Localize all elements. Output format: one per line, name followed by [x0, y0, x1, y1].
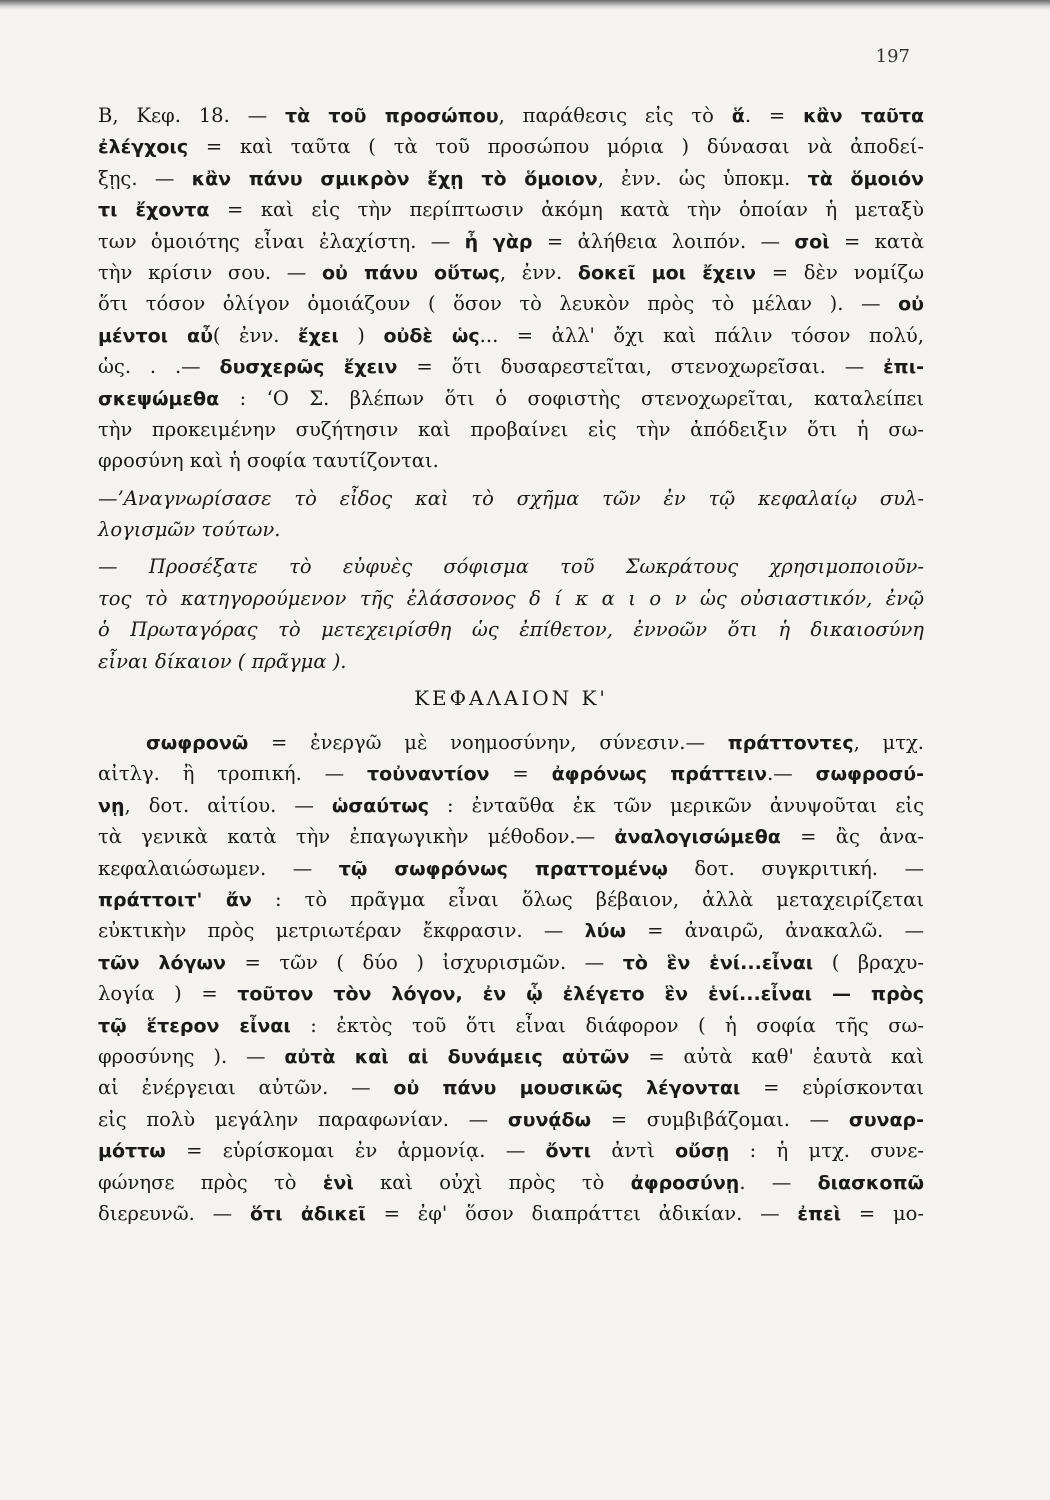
- chapter-heading: ΚΕΦΑΛΑΙΟΝ Κ': [414, 686, 608, 711]
- text-line: αἰτλγ. ἢ τροπική. — τοὐναντίον = ἀφρόνως πράττειν.— σωφροσύ-: [98, 762, 924, 786]
- text-line: λογισμῶν τούτων.: [98, 518, 281, 542]
- text-line: Β, Κεφ. 18. — τὰ τοῦ προσώπου, παράθεσις εἰς τὸ ἅ. = κἂν ταῦτα: [98, 104, 925, 127]
- text-line: — Προσέξατε τὸ εὐφυὲς σόφισμα τοῦ Σωκράτους χρησιμοποιοῦν-: [98, 555, 924, 579]
- text-line: ξῃς. — κἂν πάνυ σμικρὸν ἔχῃ τὸ ὅμοιον, ἐνν. ὡς ὑποκμ. τὰ ὅμοιόν: [98, 166, 924, 190]
- text-line: τὴν κρίσιν σου. — οὐ πάνυ οὕτως, ἐνν. δοκεῖ μοι ἔχειν = δὲν νομίζω: [98, 260, 924, 284]
- text-line: μέντοι αὖ( ἐνν. ἔχει ) οὐδὲ ὡς... = ἀλλ' ὄχι καὶ πάλιν τόσον πολύ,: [98, 323, 924, 347]
- text-line: ὅτι τόσον ὀλίγον ὁμοιάζουν ( ὅσον τὸ λευκὸν πρὸς τὸ μέλαν ). — οὐ: [98, 292, 924, 316]
- page-body: [98, 100, 924, 1229]
- text-line: τῷ ἕτερον εἶναι : ἐκτὸς τοῦ ὅτι εἶναι διάφορον ( ἡ σοφία τῆς σω-: [98, 1013, 924, 1037]
- text-line: λογία ) = τοῦτον τὸν λόγον, ἐν ᾧ ἐλέγετο ἓν ἑνί...εἶναι — πρὸς: [98, 982, 924, 1006]
- text-line: σωφρονῶ = ἐνεργῶ μὲ νοημοσύνην, σύνεσιν.— πράττοντες, μτχ.: [146, 731, 924, 755]
- text-line: τὴν προκειμένην συζήτησιν καὶ προβαίνει εἰς τὴν ἀπόδειξιν ὅτι ἡ σω-: [98, 417, 924, 441]
- text-line: ἐλέγχοις = καὶ ταῦτα ( τὰ τοῦ προσώπου μόρια ) δύνασαι νὰ ἀποδεί-: [98, 135, 924, 159]
- scan-top-edge: [0, 0, 1050, 10]
- text-line: φώνησε πρὸς τὸ ἑνὶ καὶ οὐχὶ πρὸς τὸ ἀφροσύνῃ. — διασκοπῶ: [98, 1170, 924, 1194]
- text-line: των ὁμοιότης εἶναι ἐλαχίστη. — ἦ γὰρ = ἀλήθεια λοιπόν. — σοὶ = κατὰ: [98, 229, 924, 253]
- text-line: σκεψώμεθα : ‘Ο Σ. βλέπων ὅτι ὁ σοφιστὴς στενοχωρεῖται, καταλείπει: [98, 386, 924, 410]
- text-line: ὡς. . .— δυσχερῶς ἔχειν = ὅτι δυσαρεστεῖται, στενοχωρεῖσαι. — ἐπι-: [98, 355, 924, 379]
- text-line: διερευνῶ. — ὅτι ἀδικεῖ = ἐφ' ὅσον διαπράττει ἀδικίαν. — ἐπεὶ = μο-: [98, 1201, 924, 1225]
- text-line: τῶν λόγων = τῶν ( δύο ) ἰσχυρισμῶν. — τὸ ἓν ἑνί...εἶναι ( βραχυ-: [98, 950, 924, 974]
- text-line: —’Αναγνωρίσασε τὸ εἶδος καὶ τὸ σχῆμα τῶν ἐν τῷ κεφαλαίῳ συλ-: [98, 486, 924, 510]
- text-line: τι ἔχοντα = καὶ εἰς τὴν περίπτωσιν ἀκόμη κατὰ τὴν ὁποίαν ἡ μεταξὺ: [98, 198, 924, 222]
- text-line: αἱ ἐνέργειαι αὐτῶν. — οὐ πάνυ μουσικῶς λέγονται = εὑρίσκονται: [98, 1076, 924, 1100]
- text-line: μόττω = εὑρίσκομαι ἐν ἁρμονίᾳ. — ὄντι ἀντὶ οὔσῃ : ἡ μτχ. συνε-: [98, 1139, 925, 1163]
- text-line: ὁ Πρωταγόρας τὸ μετεχειρίσθη ὡς ἐπίθετον, ἐννοῶν ὅτι ἡ δικαιοσύνη: [98, 618, 924, 642]
- text-line: φροσύνης ). — αὐτὰ καὶ αἱ δυνάμεις αὐτῶν = αὐτὰ καθ' ἑαυτὰ καὶ: [98, 1044, 924, 1068]
- text-line: τὰ γενικὰ κατὰ τὴν ἐπαγωγικὴν μέθοδον.— ἀναλογισώμεθα = ἂς ἀνα-: [98, 825, 924, 849]
- text-line: εἰς πολὺ μεγάλην παραφωνίαν. — συνᾴδω = συμβιβάζομαι. — συναρ-: [98, 1107, 924, 1131]
- text-line: πράττοιτ' ἄν : τὸ πρᾶγμα εἶναι ὅλως βέβαιον, ἀλλὰ μεταχειρίζεται: [98, 887, 924, 911]
- text-line: τος τὸ κατηγορούμενον τῆς ἐλάσσονος δ ί κ α ι ο ν ὡς οὐσιαστικόν, ἐνῷ: [98, 586, 924, 610]
- text-line: φροσύνη καὶ ἡ σοφία ταυτίζονται.: [98, 449, 439, 473]
- text-line: κεφαλαιώσωμεν. — τῷ σωφρόνως πραττομένῳ δοτ. συγκριτική. —: [98, 856, 924, 880]
- page-number: 197: [875, 46, 910, 67]
- text-line: νῃ, δοτ. αἰτίου. — ὡσαύτως : ἐνταῦθα ἐκ τῶν μερικῶν ἀνυψοῦται εἰς: [98, 793, 924, 817]
- text-line: εἶναι δίκαιον ( πρᾶγμα ).: [98, 649, 347, 673]
- text-line: εὐκτικὴν πρὸς μετριωτέραν ἔκφρασιν. — λύω = ἀναιρῶ, ἀνακαλῶ. —: [98, 919, 924, 943]
